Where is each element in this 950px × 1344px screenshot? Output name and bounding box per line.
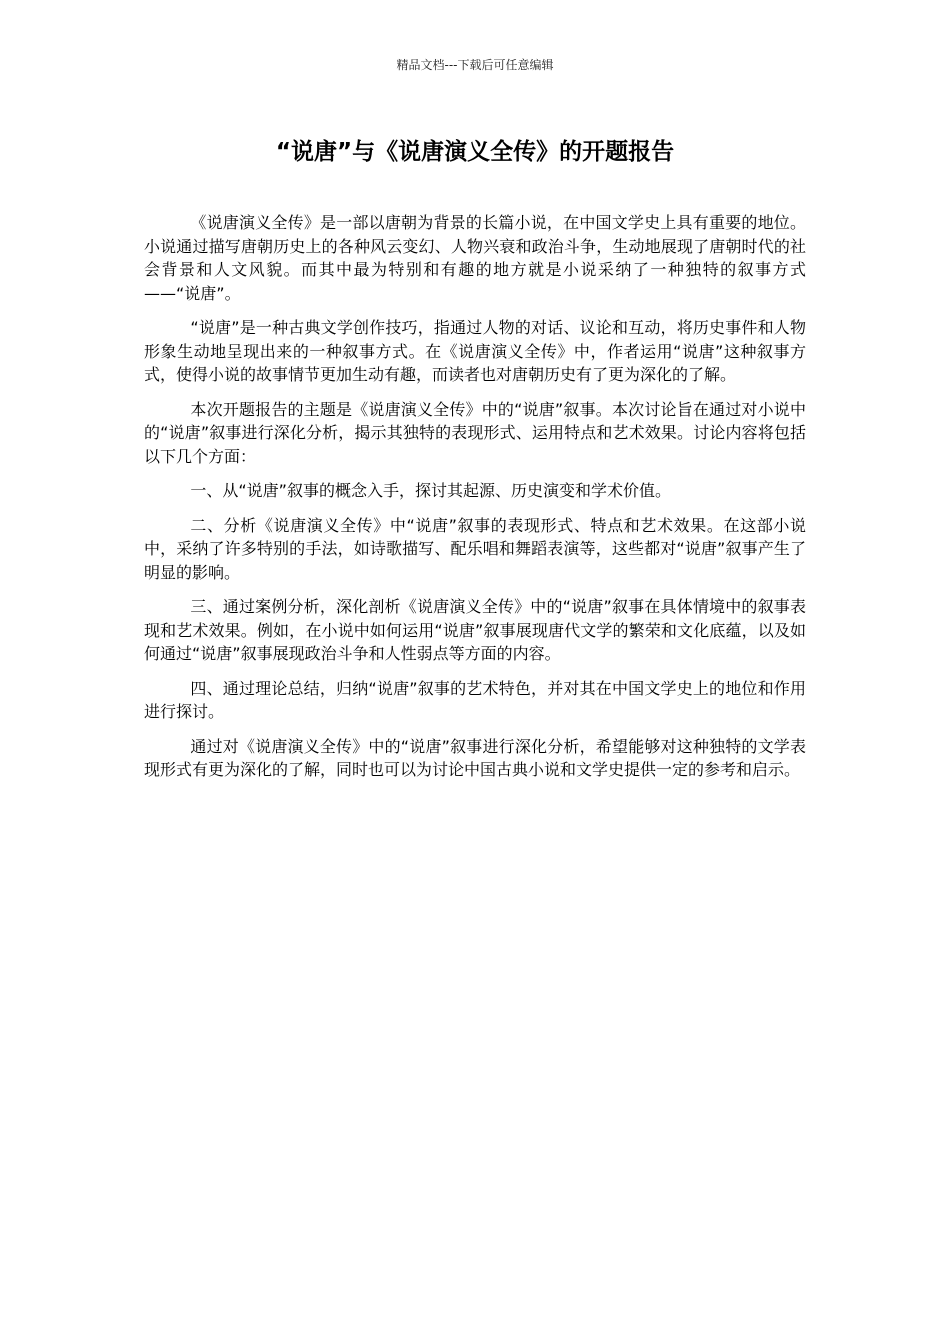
document-title: “说唐”与《说唐演义全传》的开题报告: [275, 139, 675, 165]
body-paragraph-point-1: 一、从“说唐”叙事的概念入手，探讨其起源、历史演变和学术价值。: [190, 481, 671, 500]
body-paragraph-point-3: 三、通过案例分析，深化剖析《说唐演义全传》中的“说唐”叙事在具体情境中的叙事表现和艺术效果。例如，在小说中如何运用“说唐”叙事展现唐代文学的繁荣和文化底蕴，以及如何通过“说唐”叙事展现政治斗争和人性弱点等方面的内容。: [144, 597, 806, 663]
body-paragraph-topic: 本次开题报告的主题是《说唐演义全传》中的“说唐”叙事。本次讨论旨在通过对小说中的“说唐”叙事进行深化分析，揭示其独特的表现形式、运用特点和艺术效果。讨论内容将包括以下几个方面：: [144, 399, 806, 466]
body-paragraph-point-4: 四、通过理论总结，归纳“说唐”叙事的艺术特色，并对其在中国文学史上的地位和作用进行探讨。: [144, 678, 806, 721]
body-paragraph-definition: “说唐”是一种古典文学创作技巧，指通过人物的对话、议论和互动，将历史事件和人物形象生动地呈现出来的一种叙事方式。在《说唐演义全传》中，作者运用“说唐”这种叙事方式，使得小说的故事情节更加生动有趣，而读者也对唐朝历史有了更为深化的了解。: [144, 318, 806, 384]
body-paragraph-intro: 《说唐演义全传》是一部以唐朝为背景的长篇小说，在中国文学史上具有重要的地位。小说通过描写唐朝历史上的各种风云变幻、人物兴衰和政治斗争，生动地展现了唐朝时代的社会背景和人文风貌。而其中最为特别和有趣的地方就是小说采纳了一种独特的叙事方式——“说唐”。: [144, 213, 806, 303]
body-paragraph-point-2: 二、分析《说唐演义全传》中“说唐”叙事的表现形式、特点和艺术效果。在这部小说中，采纳了许多特别的手法，如诗歌描写、配乐唱和舞蹈表演等，这些都对“说唐”叙事产生了明显的影响。: [144, 515, 806, 582]
header-note: 精品文档---下载后可任意编辑: [396, 58, 554, 72]
body-paragraph-conclusion: 通过对《说唐演义全传》中的“说唐”叙事进行深化分析，希望能够对这种独特的文学表现形式有更为深化的了解，同时也可以为讨论中国古典小说和文学史提供一定的参考和启示。: [144, 736, 806, 779]
document-body: [144, 211, 806, 793]
